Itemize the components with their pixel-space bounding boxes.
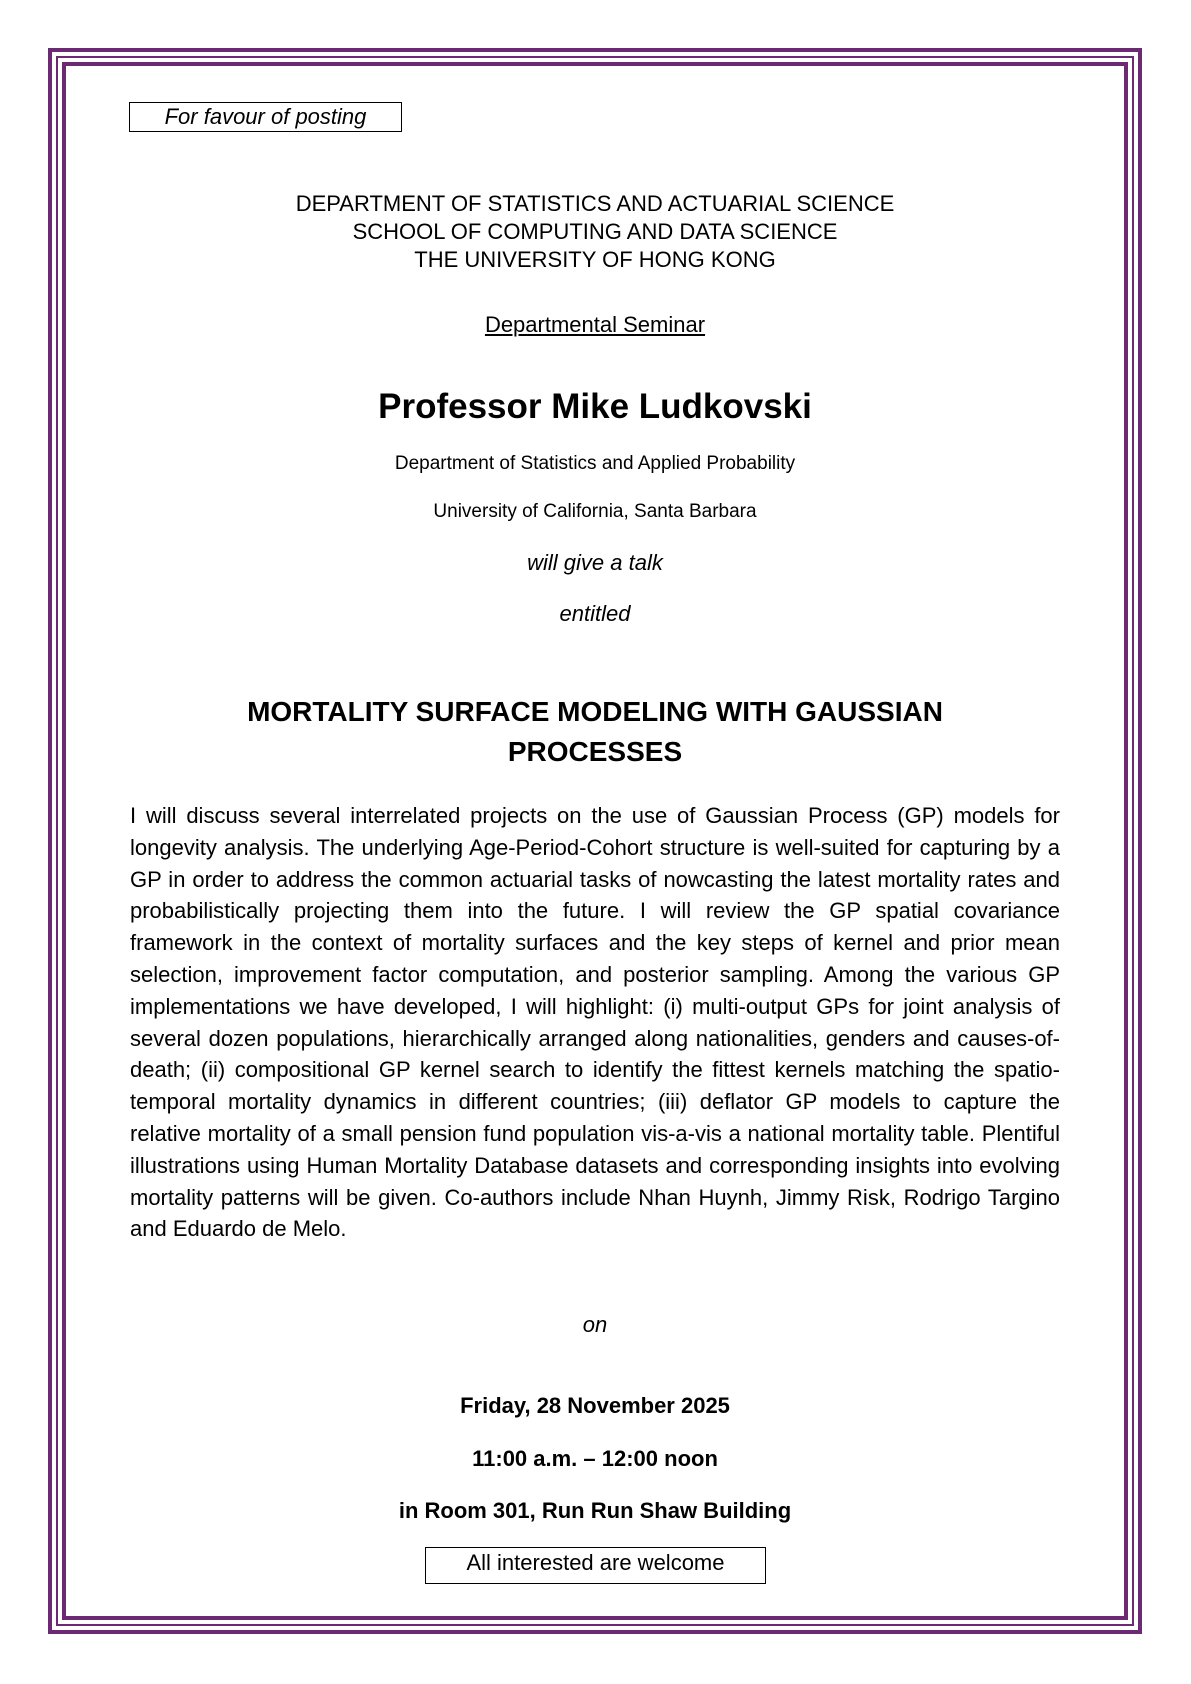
abstract: I will discuss several interrelated projects on the use of Gaussian Process (GP) models for longevity analysis. The underlying Age-Period-Cohort structure is well-suited for capturing by a GP in order to address the common actuarial tasks of nowcasting the latest mortality rates and probabilistically projecting them into the future. I will review the GP spatial covariance framework in the context of mortality surfaces and the key steps of kernel and prior mean selection, improvement factor computation, and posterior sampling. Among the various GP implementations we have developed, I will highlight: (i) multi-output GPs for joint analysis of several dozen populations, hierarchically arranged along nationalities, genders and causes-of-death; (ii) compositional GP kernel search to identify the fittest kernels matching the spatio-temporal mortality dynamics in different countries; (iii) deflator GP models to capture the relative mortality of a small pension fund population vis-a-vis a national mortality table. Plentiful illustrations using Human Mortality Database datasets and corresponding insights into evolving mortality patterns will be given. Co-authors include Nhan Huynh, Jimmy Risk, Rodrigo Targino and Eduardo de Melo. <box>130 803 1060 1242</box>
will-give-talk-text: will give a talk <box>527 550 663 575</box>
event-time: 11:00 a.m. – 12:00 noon <box>472 1446 718 1471</box>
seminar-type-label: Departmental Seminar <box>484 312 706 337</box>
seminar-type <box>130 311 1060 339</box>
welcome-note: All interested are welcome <box>425 1547 766 1584</box>
speaker-name: Professor Mike Ludkovski <box>378 387 812 426</box>
event-venue: in Room 301, Run Run Shaw Building <box>398 1498 792 1523</box>
entitled-text: entitled <box>559 601 631 626</box>
speaker-department: Department of Statistics and Applied Probability <box>394 453 796 474</box>
talk-title: MORTALITY SURFACE MODELING WITH GAUSSIAN PROCESSES <box>247 696 943 767</box>
speaker-institution: University of California, Santa Barbara <box>433 501 757 522</box>
posting-note: For favour of posting <box>129 102 402 132</box>
event-date: Friday, 28 November 2025 <box>460 1393 730 1418</box>
on-text: on <box>582 1312 608 1337</box>
header-block <box>130 190 1060 274</box>
school-name: SCHOOL OF COMPUTING AND DATA SCIENCE <box>352 219 838 244</box>
department-name: DEPARTMENT OF STATISTICS AND ACTUARIAL SCIENCE <box>295 191 895 216</box>
university-name: THE UNIVERSITY OF HONG KONG <box>414 247 776 272</box>
